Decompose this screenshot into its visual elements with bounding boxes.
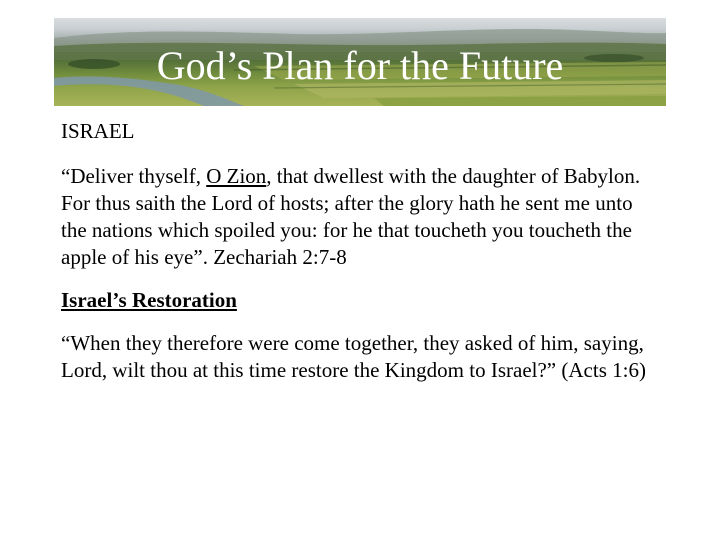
quote1-emphasis: O Zion	[206, 164, 267, 188]
quote1-after: , that dwellest with the daughter of Babylon. For thus saith the Lord of hosts; after the glory hath he sent me unto the nations which spoiled you: for he that toucheth you toucheth the apple of his eye”. Zechariah 2:7-8	[61, 164, 641, 269]
acts-quote: “When they therefore were come together, they asked of him, saying, Lord, wilt thou at this time restore the Kingdom to Israel?” (Acts 1:6)	[61, 331, 646, 382]
quote1-before: “Deliver thyself,	[61, 164, 207, 188]
subheading-text: Israel’s Restoration	[61, 288, 237, 312]
section-heading: ISRAEL	[61, 119, 135, 143]
slide-title: God’s Plan for the Future	[156, 43, 564, 88]
zechariah-quote	[61, 163, 661, 271]
slide-body	[61, 118, 661, 384]
subheading	[61, 287, 661, 314]
